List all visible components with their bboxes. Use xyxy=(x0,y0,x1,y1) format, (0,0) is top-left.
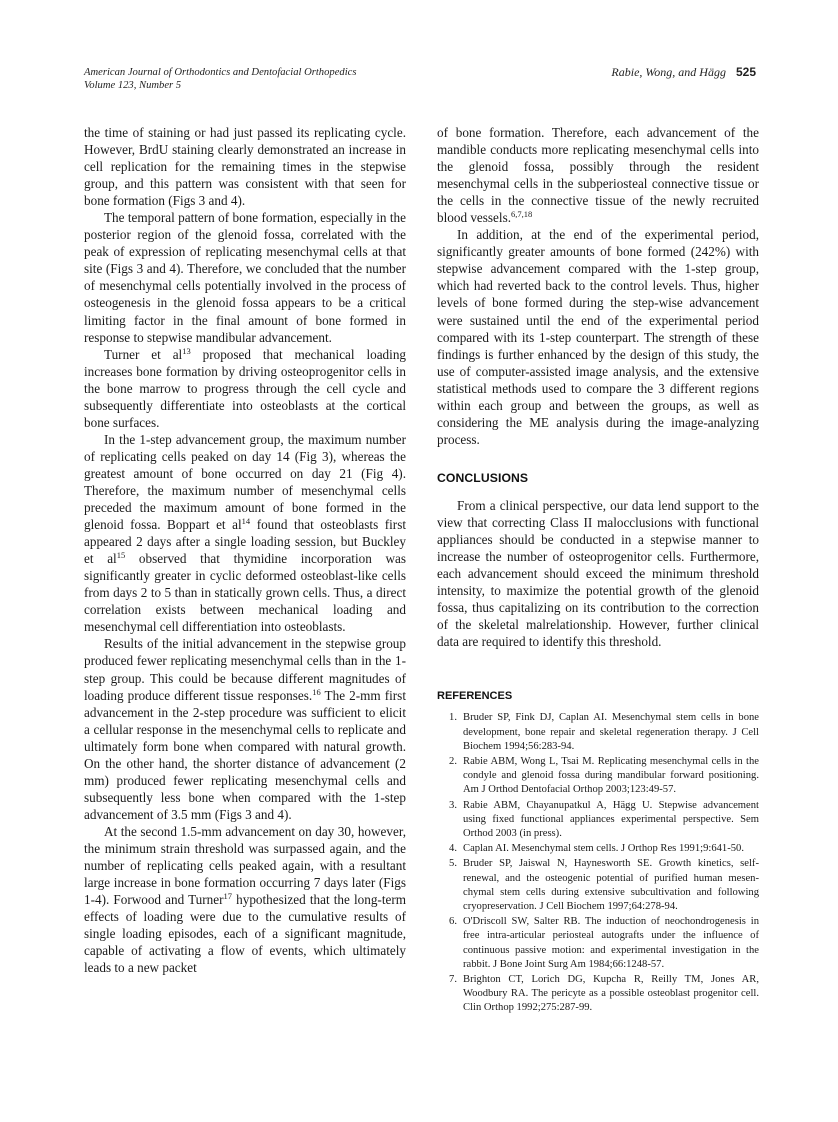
body-paragraph xyxy=(84,823,406,976)
paragraph-text: hypothesized that the long-term effects of loading were due to the cumulative results of single loading episodes, each of a significant magnitude, capable of activating a flow of events, which ultimately leads to a new packet xyxy=(84,892,406,976)
reference-number: 1. xyxy=(449,712,457,724)
reference-item xyxy=(437,711,759,754)
reference-item xyxy=(437,755,759,798)
reference-item xyxy=(437,799,759,842)
reference-number: 7. xyxy=(449,974,457,986)
reference-number: 5. xyxy=(449,858,457,870)
reference-list xyxy=(437,711,759,1015)
paragraph-text: Results of the initial advancement in the stepwise group produced fewer replicating mesenchymal cells than in the 1-step group. This could be because different magnitudes of loading produce different tissue responses. xyxy=(84,636,406,703)
paragraph-text: the time of staining or had just passed its replicating cycle. However, BrdU staining clearly demonstrated an increase in cell replication for the remaining times in the stepwise group, and this pattern was consistent with that seen for bone formation (Figs 3 and 4). xyxy=(84,125,406,209)
paragraph-text: In the 1-step advancement group, the maximum number of replicating cells peaked on day 14 (Fig 3), whereas the greatest amount of bone occurred on day 21 (Fig 4). Therefore, the maximum number of mesenchymal cells preceded the maximum amount of bone formed in the glenoid fossa. Boppart et al xyxy=(84,431,406,533)
paragraph-text: At the second 1.5-mm advancement on day 30, however, the minimum strain threshold was surpassed again, and the number of replicating cells peaked again, with a resultant large increase in bone formation occurring 7 days later (Figs 1-4). Forwood and Turner xyxy=(84,823,406,908)
body-paragraph xyxy=(84,346,406,431)
paragraph-text: The 2-mm first advancement in the 2-step procedure was sufficient to elicit a cellular response in the mesenchymal cells to replicate and ultimately form bone when compared with natural growth. On the other hand, the shorter distance of advancement (2 mm) produced fewer replicating mesenchymal cells and subsequently less bone when compared with the 1-step advancement of 3.5 mm (Figs 3 and 4). xyxy=(84,687,406,822)
journal-volume: Volume 123, Number 5 xyxy=(84,80,182,91)
journal-info xyxy=(84,66,356,92)
reference-text: Rabie ABM, Chayanupatkul A, Hägg U. Stepwise advancement using fixed functional appliances experimental perspective. Sem Orthod 2003 (in press). xyxy=(463,799,759,840)
conclusions-heading: CONCLUSIONS xyxy=(437,470,529,485)
body-paragraph xyxy=(437,226,759,448)
page-number: 525 xyxy=(735,65,756,79)
citation-superscript: 14 xyxy=(241,516,251,527)
body-paragraph xyxy=(84,431,406,636)
reference-text: Brighton CT, Lorich DG, Kupcha R, Reilly TM, Jones AR, Woodbury RA. The pericyte as a possible osteoblast progenitor cell. Clin Orthop 1992;275:287-99. xyxy=(463,974,759,1014)
citation-superscript: 17 xyxy=(223,891,232,902)
reference-item xyxy=(437,915,759,972)
paragraph-text: From a clinical perspective, our data lend support to the view that correcting Class II malocclusions with functional appliances should be conducted in a stepwise manner to increase the number of osteoprogenitor cells. Furthermore, each advancement should exceed the minimum threshold intensity, to maximize the potential growth of the glenoid fossa, thus capitalizing on its contribution to the correction of the skeletal malrelationship. However, further clinical data are required to identify this threshold. xyxy=(437,497,759,650)
citation-superscript: 15 xyxy=(116,550,126,561)
reference-item xyxy=(437,842,759,856)
reference-text: Bruder SP, Fink DJ, Caplan AI. Mesenchymal stem cells in bone development, bone repair and skeletal regeneration therapy. J Cell Biochem 1994;56:283-94. xyxy=(463,712,759,752)
citation-superscript: 6,7,18 xyxy=(511,209,533,220)
reference-number: 3. xyxy=(449,799,457,811)
references-heading: REFERENCES xyxy=(437,690,513,703)
paragraph-text: proposed that mechanical loading increases bone formation by driving osteoprogenitor cells in the bone marrow to progress through the cell cycle and subsequently differentiate into osteoblasts at the cortical bone surfaces. xyxy=(84,346,407,430)
body-paragraph xyxy=(84,209,406,345)
body-paragraph xyxy=(437,124,759,226)
reference-text: Caplan AI. Mesenchymal stem cells. J Orthop Res 1991;9:641-50. xyxy=(463,843,744,855)
reference-number: 6. xyxy=(449,916,457,928)
body-paragraph xyxy=(84,124,406,209)
author-page-info xyxy=(611,66,756,79)
running-authors: Rabie, Wong, and Hägg xyxy=(611,65,726,79)
reference-item xyxy=(437,857,759,914)
paragraph-text: observed that thymidine incorporation was significantly greater in cyclic deformed osteoblast-like cells from days 2 to 5 than in statically grown cells. Thus, a direct correlation exists between mechanical loading and mesenchymal cell differentiation into osteoblasts. xyxy=(84,551,406,635)
right-column xyxy=(437,124,759,1017)
reference-text: O'Driscoll SW, Salter RB. The induction of neochondrogenesis in free intra-articular periosteal autografts under the influence of continuous passive motion: and experimental investigation in the rabbit. J Bone Joint Surg Am 1984;66:1248-57. xyxy=(463,916,759,970)
paragraph-text: Turner et al xyxy=(104,346,183,362)
reference-item xyxy=(437,973,759,1016)
reference-number: 2. xyxy=(449,756,457,768)
left-column xyxy=(84,124,406,976)
paragraph-text: found that osteoblasts first appeared 2 days after a single loading session, but Buckley et al xyxy=(84,517,406,567)
citation-superscript: 13 xyxy=(182,345,191,356)
running-header xyxy=(84,66,756,94)
journal-title: American Journal of Orthodontics and Dentofacial Orthopedics xyxy=(84,67,357,78)
paragraph-text: In addition, at the end of the experimental period, significantly greater amounts of bone formed (242%) with stepwise advancement compared with the 1-step group, which had reverted back to the control levels. Thus, higher levels of bone formed during the step-wise advancement were sustained until the end of the experimental period compared with its 1-step counterpart. The strength of these findings is further enhanced by the design of this study, the use of computer-assisted image analysis, and the extensive statistical methods used to compare the 3 different regions within each group and between the groups, as well as considering the ME analysis during the image-analyzing process. xyxy=(437,227,759,447)
reference-text: Rabie ABM, Wong L, Tsai M. Replicating mesenchymal cells in the condyle and glenoid fossa during mandibular forward positioning. Am J Orthod Dentofacial Orthop 2003;123:49-57. xyxy=(463,756,759,796)
paragraph-text: of bone formation. Therefore, each advancement of the mandible conducts more replicating mesenchymal cells into the glenoid fossa, possibly through the resident mesenchymal cells in the subperiosteal connective tissue or the cells in the connective tissue of the newly recruited blood vessels. xyxy=(437,125,759,226)
reference-number: 4. xyxy=(449,843,457,855)
reference-text: Bruder SP, Jaiswal N, Haynesworth SE. Growth kinetics, self-renewal, and the osteogenic potential of purified human mesenchymal stem cells during extensive subcultivation and following cryopreservation. J Cell Biochem 1997;64:278-94. xyxy=(463,858,759,913)
citation-superscript: 16 xyxy=(312,686,321,697)
conclusions-paragraph xyxy=(437,497,759,650)
body-paragraph xyxy=(84,635,406,823)
paragraph-text: The temporal pattern of bone formation, especially in the posterior region of the glenoid fossa, correlated with the peak of expression of replicating mesenchymal cells at that site (Figs 3 and 4). Therefore, we concluded that the number of mesenchymal cells potentially involved in the process of osteogenesis in the glenoid fossa appears to be a critical limiting factor in the final amount of bone formed in response to stepwise mandibular advancement. xyxy=(84,210,406,345)
